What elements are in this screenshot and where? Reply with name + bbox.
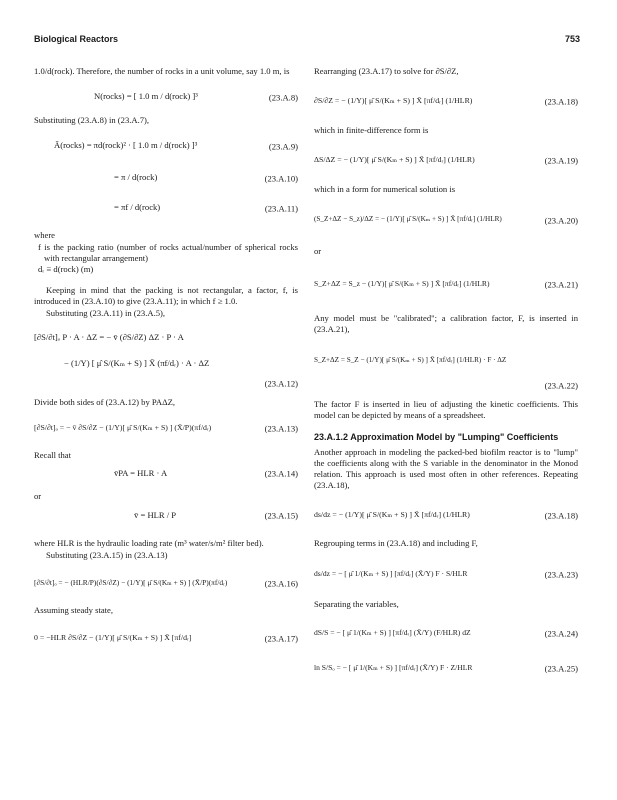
paragraph: which in a form for numerical solution is <box>314 184 456 195</box>
equation-body: dS/S = − [ μ̂ 1/(Kₘ + S) ] [πf/dᵣ] (X̄/Y) (F/HLR) dZ <box>314 628 471 638</box>
equation-number: (23.A.12) <box>264 378 298 389</box>
definition-dr: dᵣ ≡ d(rock) (m) <box>38 264 94 275</box>
paragraph: Substituting (23.A.11) in (23.A.5), <box>46 307 166 318</box>
equation-body: ds/dz = − (1/Y)[ μ̂ S/(Kₘ + S) ] X̄ [πf/dᵣ] (1/HLR) <box>314 509 470 519</box>
paragraph: Regrouping terms in (23.A.18) and including F, <box>314 537 478 548</box>
paragraph: The factor F is inserted in lieu of adjusting the kinetic coefficients. This model can be depicted by means of a spreadsheet. <box>314 399 578 421</box>
equation-number: (23.A.23) <box>544 569 578 580</box>
section-heading: 23.A.1.2 Approximation Model by "Lumping" Coefficients <box>314 431 559 442</box>
equation-23-A-8 <box>34 81 298 115</box>
equation-number: (23.A.9) <box>268 141 298 152</box>
running-header <box>34 34 580 48</box>
equation-23-A-17 <box>34 622 298 656</box>
paragraph: or <box>314 245 322 256</box>
equation-23-A-12-line2 <box>34 351 298 377</box>
equation-number: (23.A.24) <box>544 628 578 639</box>
paragraph: which in finite-difference form is <box>314 125 429 136</box>
equation-body: (S_Z+ΔZ − S_z)/ΔZ = − (1/Y)[ μ̂ S/(Kₘ + S) ] X̄ [πf/dᵣ] (1/HLR) <box>314 214 502 223</box>
paragraph: Divide both sides of (23.A.12) by PAΔZ, <box>34 396 176 407</box>
paragraph: Recall that <box>34 450 71 461</box>
equation-number: (23.A.17) <box>264 633 298 644</box>
paragraph: 1.0/d(rock). Therefore, the number of rocks in a unit volume, say 1.0 m, is <box>34 66 290 76</box>
equation-number: (23.A.13) <box>264 423 298 434</box>
equation-number: (23.A.10) <box>264 173 298 184</box>
equation-body: ln S/Sₒ = − [ μ̂ 1/(Kₘ + S) ] [πf/dᵣ] (X̄/Y) F · Z/HLR <box>314 663 473 673</box>
equation-23-A-24 <box>314 616 578 652</box>
equation-body: = π / d(rock) <box>114 172 158 183</box>
equation-body: = πf / d(rock) <box>114 202 161 213</box>
paragraph: Rearranging (23.A.17) to solve for ∂S/∂Z, <box>314 66 459 76</box>
equation-23-A-23 <box>314 555 578 595</box>
equation-number: (23.A.19) <box>544 155 578 166</box>
paragraph: where <box>34 230 55 241</box>
equation-23-A-22 <box>314 345 578 379</box>
equation-23-A-16 <box>34 567 298 601</box>
equation-body: S_Z+ΔZ = S_z − (1/Y)[ μ̂ S/(Kₘ + S) ] X̄ [πf/dᵣ] (1/HLR) <box>314 278 490 288</box>
equation-23-A-12-line1 <box>34 325 298 351</box>
running-title: Biological Reactors <box>34 34 119 44</box>
right-column <box>314 66 578 686</box>
paragraph: Keeping in mind that the packing is not rectangular, a factor, f, is introduced in (23.A.10) to give (23.A.11); in which f ≥ 1.0. <box>34 285 298 307</box>
paragraph: Assuming steady state, <box>34 604 114 615</box>
equation-number: (23.A.18) <box>544 96 578 107</box>
equation-23-A-19 <box>314 142 578 180</box>
paragraph: Any model must be "calibrated"; a calibration factor, F, is inserted in (23.A.21), <box>314 312 578 335</box>
equation-body: v̄ = HLR / P <box>134 510 177 521</box>
page-number: 753 <box>564 34 580 44</box>
paragraph: Separating the variables, <box>314 598 399 609</box>
equation-number: (23.A.22) <box>544 380 578 391</box>
paragraph: where HLR is the hydraulic loading rate (m³ water/s/m² filter bed). <box>34 538 264 549</box>
equation-number: (23.A.11) <box>264 203 298 214</box>
equation-body: ΔS/ΔZ = − (1/Y)[ μ̂ S/(Kₘ + S) ] X̄ [πf/dᵣ] (1/HLR) <box>314 155 475 165</box>
equation-23-A-11 <box>34 194 298 224</box>
paragraph: or <box>34 491 42 502</box>
equation-23-A-12-number <box>34 377 298 391</box>
equation-23-A-14 <box>34 461 298 487</box>
equation-23-A-15 <box>34 502 298 530</box>
equation-body: S_Z+ΔZ = S_Z − (1/Y)[ μ̂ S/(Kₘ + S) ] X̄ [πf/dᵣ] (1/HLR) · F · ΔZ <box>314 356 507 365</box>
equation-body: [∂S/∂t]ₒ = − (HLR/P)(∂S/∂Z) − (1/Y)[ μ̂ S/(Kₘ + S) ] (X̄/P)(πf/dᵣ) <box>34 577 228 587</box>
equation-body: ds/dz = − [ μ̂ 1/(Kₘ + S) ] [πf/dᵣ] (X̄/Y) F · S/HLR <box>314 568 468 578</box>
equation-number: (23.A.25) <box>544 663 578 674</box>
equation-23-A-18 <box>314 83 578 121</box>
equation-body: ∂S/∂Z = − (1/Y)[ μ̂ S/(Kₘ + S) ] X̄ [πf/dᵣ] (1/HLR) <box>314 96 473 106</box>
paragraph: Substituting (23.A.8) in (23.A.7), <box>34 115 150 126</box>
equation-body: v̄PA = HLR · A <box>114 468 168 479</box>
paragraph: Another approach in modeling the packed-bed biofilm reactor is to "lump" the coefficients along with the S variable in the denominator in the Monod relation. This approach is used most often in other references. Repeating (23.A.18), <box>314 446 578 491</box>
equation-23-A-25 <box>314 652 578 686</box>
equation-23-A-10 <box>34 164 298 194</box>
equation-number: (23.A.21) <box>544 279 578 290</box>
equation-23-A-21 <box>314 263 578 307</box>
equation-23-A-22-number <box>314 379 578 393</box>
equation-body: Ā(rocks) = πd(rock)² · [ 1.0 m / d(rock) ]³ <box>54 140 198 151</box>
equation-23-A-9 <box>34 130 298 164</box>
paragraph: Substituting (23.A.15) in (23.A.13) <box>46 549 168 560</box>
left-column <box>34 66 298 656</box>
equation-number: (23.A.16) <box>264 578 298 589</box>
equation-number: (23.A.15) <box>264 510 298 521</box>
equation-body: [∂S/∂t]ₒ P · A · ΔZ = − v̄ (∂S/∂Z) ΔZ · P · A <box>34 331 184 342</box>
equation-body: [∂S/∂t]ₒ = − v̄ ∂S/∂Z − (1/Y)[ μ̂ S/(Kₘ + S) ] (X̄/P)(πf/dᵣ) <box>34 423 212 433</box>
equation-23-A-20 <box>314 202 578 240</box>
definition-f: f is the packing ratio (number of rocks actual/number of spherical rocks with rectangular arrangement) <box>38 241 298 263</box>
equation-23-A-18-repeat <box>314 498 578 534</box>
equation-body: 0 = −HLR ∂S/∂Z − (1/Y)[ μ̂ S/(Kₘ + S) ] X̄ [πf/dᵣ] <box>34 633 192 643</box>
equation-23-A-13 <box>34 412 298 446</box>
equation-number: (23.A.18) <box>544 510 578 521</box>
equation-number: (23.A.14) <box>264 468 298 479</box>
equation-number: (23.A.8) <box>268 92 298 103</box>
equation-body: N(rocks) = [ 1.0 m / d(rock) ]³ <box>94 91 198 102</box>
equation-body: − (1/Y) [ μ̂ S/(Kₘ + S) ] X̄ (πf/dᵣ) · A · ΔZ <box>64 357 210 368</box>
equation-number: (23.A.20) <box>544 215 578 226</box>
